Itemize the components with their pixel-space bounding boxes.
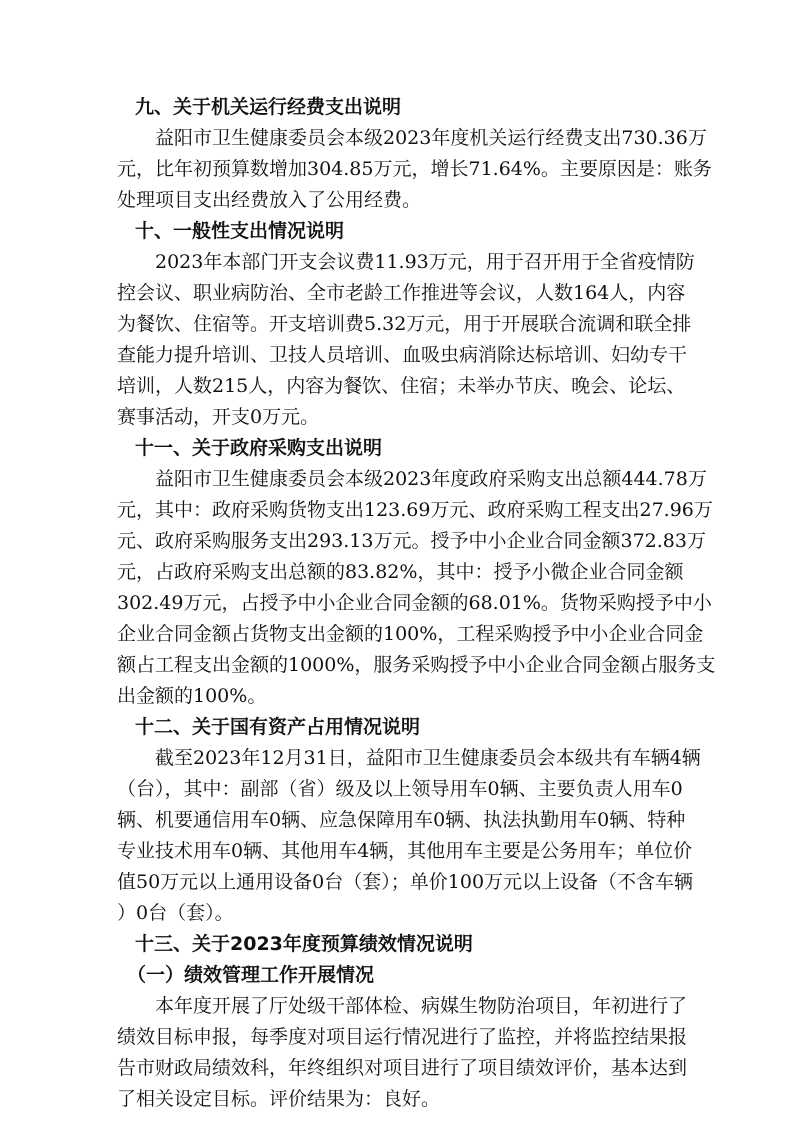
paragraph-line: 元，占政府采购支出总额的83.82%，其中：授予小微企业合同金额	[117, 561, 684, 583]
paragraph-line: 辆、机要通信用车0辆、应急保障用车0辆、执法执勤用车0辆、特种	[117, 809, 686, 831]
paragraph-line: 企业合同金额占货物支出金额的100%，工程采购授予中小企业合同金	[117, 623, 704, 645]
section-heading: 九、关于机关运行经费支出说明	[135, 96, 402, 118]
paragraph-line: 元，其中：政府采购货物支出123.69万元、政府采购工程支出27.96万	[117, 499, 713, 521]
section-government-procurement	[117, 433, 717, 712]
paragraph-line: 赛事活动，开支0万元。	[117, 406, 320, 428]
paragraph-line: 截至2023年12月31日，益阳市卫生健康委员会本级共有车辆4辆	[155, 747, 701, 769]
paragraph-line: 2023年本部门开支会议费11.93万元，用于召开用于全省疫情防	[155, 251, 695, 273]
paragraph-line: ）0台（套）。	[117, 902, 234, 924]
paragraph-line: 为餐饮、住宿等。开支培训费5.32万元，用于开展联合流调和联全排	[117, 313, 692, 335]
paragraph-line: 处理项目支出经费放入了公用经费。	[117, 189, 422, 211]
paragraph-line: 培训，人数215人，内容为餐饮、住宿；未举办节庆、晚会、论坛、	[117, 375, 686, 397]
paragraph-line: 控会议、职业病防治、全市老龄工作推进等会议，人数164人，内容	[117, 282, 686, 304]
section-heading: 十、一般性支出情况说明	[135, 220, 345, 242]
paragraph-line: 本年度开展了厅处级干部体检、病媒生物防治项目，年初进行了	[155, 995, 688, 1017]
paragraph-line: 元、政府采购服务支出293.13万元。授予中小企业合同金额372.83万	[117, 530, 706, 552]
paragraph-line: 绩效目标申报，每季度对项目运行情况进行了监控，并将监控结果报	[117, 1026, 688, 1048]
section-heading: 十二、关于国有资产占用情况说明	[135, 716, 421, 738]
paragraph-line: 出金额的100%。	[117, 685, 267, 707]
section-subheading: （一）绩效管理工作开展情况	[127, 964, 375, 986]
paragraph-line: 了相关设定目标。评价结果为：良好。	[117, 1088, 441, 1110]
paragraph-line: 额占工程支出金额的1000%，服务采购授予中小企业合同金额占服务支	[117, 654, 716, 676]
paragraph-line: 值50万元以上通用设备0台（套）；单价100万元以上设备（不含车辆	[117, 871, 694, 893]
section-heading: 十三、关于2023年度预算绩效情况说明	[135, 933, 473, 955]
paragraph-line: （台），其中：副部（省）级及以上领导用车0辆、主要负责人用车0	[117, 778, 683, 800]
paragraph-line: 告市财政局绩效科，年终组织对项目进行了项目绩效评价，基本达到	[117, 1057, 688, 1079]
paragraph-line: 专业技术用车0辆、其他用车4辆，其他用车主要是公务用车；单位价	[117, 840, 693, 862]
section-state-assets	[117, 712, 717, 929]
section-operating-expenses	[117, 92, 717, 216]
section-budget-performance	[117, 929, 717, 1115]
paragraph-line: 302.49万元，占授予中小企业合同金额的68.01%。货物采购授予中小	[117, 592, 712, 614]
section-heading: 十一、关于政府采购支出说明	[135, 437, 383, 459]
paragraph-line: 益阳市卫生健康委员会本级2023年度政府采购支出总额444.78万	[155, 468, 707, 490]
paragraph-line: 查能力提升培训、卫技人员培训、血吸虫病消除达标培训、妇幼专干	[117, 344, 688, 366]
paragraph-line: 元，比年初预算数增加304.85万元，增长71.64%。主要原因是：账务	[117, 158, 712, 180]
document-content	[117, 92, 717, 1115]
paragraph-line: 益阳市卫生健康委员会本级2023年度机关运行经费支出730.36万	[155, 127, 707, 149]
section-general-expenditure	[117, 216, 717, 433]
